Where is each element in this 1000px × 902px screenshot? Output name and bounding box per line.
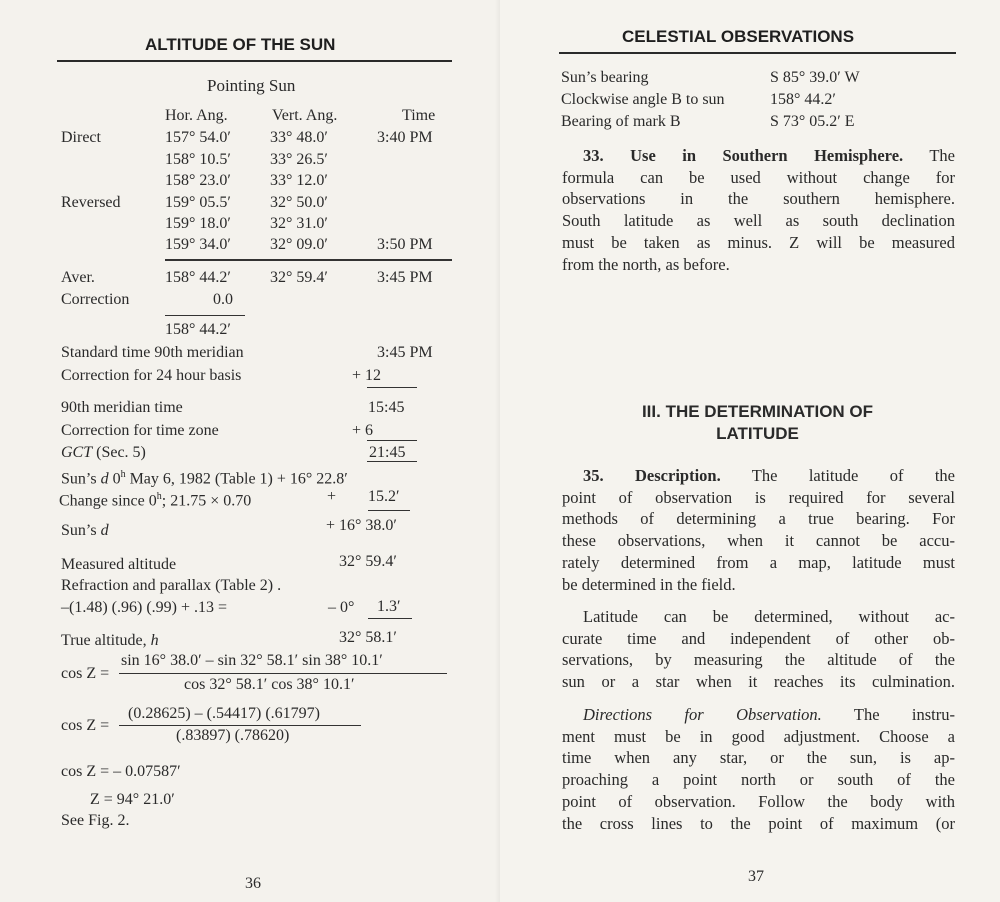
paragraph-latitude xyxy=(562,606,955,693)
row-label-reversed: Reversed xyxy=(61,194,121,211)
sun-d-line xyxy=(61,465,348,489)
paragraph-33 xyxy=(562,145,955,275)
row-vert: 33° 12.0′ xyxy=(270,172,328,189)
row-time: 3:50 PM xyxy=(377,236,433,253)
corrzone-label: Correction for time zone xyxy=(61,422,219,439)
col-header-hor: Hor. Ang. xyxy=(165,107,228,124)
para-35-text: The latitude of the xyxy=(720,466,955,485)
true-alt-label xyxy=(61,631,159,651)
true-alt-text: True altitude, xyxy=(61,632,151,649)
corr24-value: + 12 xyxy=(352,367,382,384)
row-hor: 158° 23.0′ xyxy=(165,172,231,189)
para-33-text: The xyxy=(903,146,955,165)
refr-expr: –(1.48) (.96) (.99) + .13 = xyxy=(61,599,228,616)
bearing-label: Bearing of mark B xyxy=(561,113,681,130)
section-title-line1: III. THE DETERMINATION OF xyxy=(641,402,874,421)
para-33-title: 33. Use in Southern Hemisphere. xyxy=(583,146,904,165)
aver-time: 3:45 PM xyxy=(377,269,433,286)
para-line: formula can be used without change for xyxy=(562,167,955,187)
correction-value: 0.0 xyxy=(213,291,233,308)
para-line: curate time and independent of other ob- xyxy=(562,628,955,648)
para-line: ment must be in good adjustment. Choose a xyxy=(562,726,955,746)
corrected-hor: 158° 44.2′ xyxy=(165,321,231,338)
refr-value-min: 1.3′ xyxy=(377,598,401,615)
page-number-right: 37 xyxy=(748,868,764,885)
para-line: must be taken as minus. Z will be measured xyxy=(562,232,955,252)
eq4: Z = 94° 21.0′ xyxy=(90,791,175,808)
aver-vert: 32° 59.4′ xyxy=(270,269,328,286)
aver-label: Aver. xyxy=(61,269,95,286)
correction-rule xyxy=(165,315,245,316)
mer90-label: 90th meridian time xyxy=(61,399,183,416)
change-label-text: Change since 0 xyxy=(59,492,157,510)
page-number-left: 36 xyxy=(245,875,261,892)
section-title xyxy=(560,401,955,445)
sun-d-rest: May 6, 1982 (Table 1) + 16° 22.8′ xyxy=(125,470,348,488)
change-rule xyxy=(368,510,410,511)
header-rule-left xyxy=(57,60,452,62)
eq2-lhs: cos Z = xyxy=(61,717,110,734)
bearing-value: S 85° 39.0′ W xyxy=(770,69,860,86)
eq1-denominator: cos 32° 58.1′ cos 38° 10.1′ xyxy=(184,676,355,693)
corrzone-value: + 6 xyxy=(352,422,374,439)
gct-rule xyxy=(367,461,417,462)
section-title-line2: LATITUDE xyxy=(716,424,799,443)
col-header-time: Time xyxy=(402,107,436,124)
bearing-value: S 73° 05.2′ E xyxy=(770,113,855,130)
col-header-vert: Vert. Ang. xyxy=(272,107,338,124)
eq2-denominator: (.83897) (.78620) xyxy=(176,727,290,744)
change-label-expr: ; 21.75 × 0.70 xyxy=(161,492,252,510)
para-line: these observations, when it cannot be accu- xyxy=(562,531,955,551)
eq1-numerator: sin 16° 38.0′ – sin 32° 58.1′ sin 38° 10.1′ xyxy=(121,652,383,669)
mer90-value: 15:45 xyxy=(368,399,405,416)
para-dir-text: The instru- xyxy=(821,705,955,724)
para-line: point of observation. Follow the body with xyxy=(562,791,955,811)
true-alt-value: 32° 58.1′ xyxy=(339,629,397,646)
change-label-sup: h xyxy=(156,491,162,502)
row-label-direct: Direct xyxy=(61,129,101,146)
para-line: proaching a point north or south of the xyxy=(562,770,955,790)
page-header-left: ALTITUDE OF THE SUN xyxy=(145,35,336,54)
sun-d-text: Sun’s xyxy=(61,470,101,488)
para-line: the cross lines to the point of maximum (or xyxy=(562,813,955,833)
change-label xyxy=(59,487,251,511)
corr24-rule xyxy=(367,387,417,388)
sun-d2-symbol: d xyxy=(100,522,109,539)
para-line: observations in the southern hemisphere. xyxy=(562,189,955,209)
change-value: 15.2′ xyxy=(368,488,400,505)
eq2-numerator: (0.28625) – (.54417) (.61797) xyxy=(128,705,320,722)
para-line: South latitude as well as south declination xyxy=(562,211,955,231)
refr-value-deg: – 0° xyxy=(328,599,355,616)
aver-hor: 158° 44.2′ xyxy=(165,269,231,286)
row-vert: 33° 26.5′ xyxy=(270,151,328,168)
std-time-label: Standard time 90th meridian xyxy=(61,344,244,361)
para-line: Latitude can be determined, without ac- xyxy=(583,607,955,626)
gct-ref: (Sec. 5) xyxy=(92,444,146,461)
para-line: be determined in the field. xyxy=(562,574,736,594)
sun-d2-text: Sun’s xyxy=(61,522,101,539)
right-page xyxy=(500,0,1000,902)
sun-d-sup: h xyxy=(120,469,126,480)
para-line xyxy=(562,704,955,726)
row-hor: 157° 54.0′ xyxy=(165,129,231,146)
paragraph-35 xyxy=(562,465,955,595)
para-line: servations, by measuring the altitude of the xyxy=(562,650,955,670)
para-line xyxy=(562,465,955,487)
bearing-value: 158° 44.2′ xyxy=(770,91,836,108)
row-hor: 158° 10.5′ xyxy=(165,151,231,168)
sum-rule xyxy=(165,259,452,261)
row-vert: 33° 48.0′ xyxy=(270,129,328,146)
eq3: cos Z = – 0.07587′ xyxy=(61,763,181,780)
table-title: Pointing Sun xyxy=(207,76,296,95)
corrzone-rule xyxy=(367,440,417,441)
para-line: sun or a star when it reaches its culmination. xyxy=(562,672,955,692)
refr-label: Refraction and parallax (Table 2) . xyxy=(61,577,282,594)
eq1-fraction-bar xyxy=(119,673,447,674)
sun-d-symbol: d xyxy=(100,470,109,488)
para-dir-title: Directions for Observation. xyxy=(583,705,822,724)
see-fig: See Fig. 2. xyxy=(61,812,130,829)
para-line: from the north, as before. xyxy=(562,254,730,274)
paragraph-directions xyxy=(562,704,955,834)
sun-d2-value: + 16° 38.0′ xyxy=(326,517,397,534)
gct-value: 21:45 xyxy=(369,444,406,461)
row-vert: 32° 31.0′ xyxy=(270,215,328,232)
para-line: methods of determining a true bearing. For xyxy=(562,509,955,529)
row-vert: 32° 50.0′ xyxy=(270,194,328,211)
bearing-label: Clockwise angle B to sun xyxy=(561,91,725,108)
row-hor: 159° 34.0′ xyxy=(165,236,231,253)
para-line: rately determined from a map, latitude must xyxy=(562,552,955,572)
para-35-title: 35. Description. xyxy=(583,466,721,485)
correction-label: Correction xyxy=(61,291,130,308)
para-line xyxy=(562,145,955,167)
sun-d-zero: 0 xyxy=(108,470,121,488)
gct-abbr: GCT xyxy=(61,444,93,461)
std-time-value: 3:45 PM xyxy=(377,344,433,361)
row-vert: 32° 09.0′ xyxy=(270,236,328,253)
eq1-lhs: cos Z = xyxy=(61,665,110,682)
gct-label xyxy=(61,443,146,463)
refr-rule xyxy=(368,618,412,619)
true-alt-symbol: h xyxy=(150,632,159,649)
page-header-right: CELESTIAL OBSERVATIONS xyxy=(622,27,855,46)
para-line: time when any star, or the sun, is ap- xyxy=(562,748,955,768)
change-sign: + xyxy=(327,488,337,505)
corr24-label: Correction for 24 hour basis xyxy=(61,367,242,384)
row-hor: 159° 18.0′ xyxy=(165,215,231,232)
header-rule-right xyxy=(559,52,956,54)
row-hor: 159° 05.5′ xyxy=(165,194,231,211)
para-line: point of observation is required for several xyxy=(562,487,955,507)
meas-alt-label: Measured altitude xyxy=(61,556,177,573)
sun-d2-label xyxy=(61,521,109,541)
row-time: 3:40 PM xyxy=(377,129,433,146)
bearing-label: Sun’s bearing xyxy=(561,69,649,86)
meas-alt-value: 32° 59.4′ xyxy=(339,553,397,570)
